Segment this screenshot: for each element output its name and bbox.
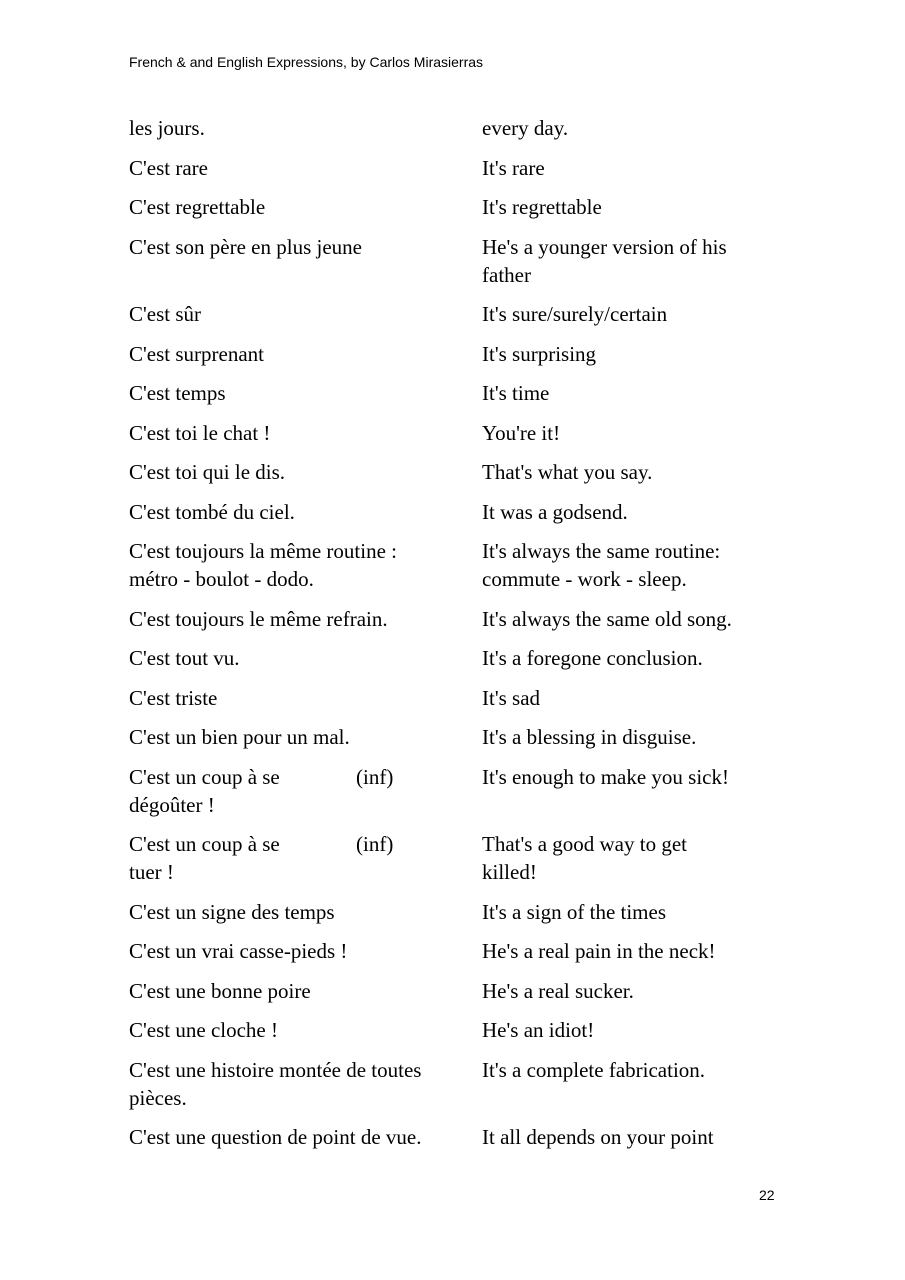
english-translation	[482, 233, 782, 289]
english-line: That's what you say.	[482, 460, 653, 484]
register-tag: (inf)	[356, 764, 394, 789]
english-line: He's a real pain in the neck!	[482, 939, 716, 963]
english-line: It's a foregone conclusion.	[482, 646, 703, 670]
french-expression	[129, 830, 482, 886]
english-translation	[482, 498, 782, 526]
french-line: C'est triste	[129, 685, 218, 710]
french-line: C'est une histoire montée de toutes	[129, 1057, 422, 1082]
english-translation	[482, 1123, 782, 1151]
expression-row	[129, 193, 789, 221]
english-line: killed!	[482, 860, 537, 884]
expression-row	[129, 379, 789, 407]
french-line: C'est un bien pour un mal.	[129, 725, 350, 749]
french-expression	[129, 763, 482, 819]
english-translation	[482, 830, 782, 886]
page-number: 22	[759, 1187, 775, 1203]
french-expression	[129, 898, 482, 926]
english-line: It all depends on your point	[482, 1125, 714, 1149]
expression-row	[129, 605, 789, 633]
french-expression	[129, 644, 482, 672]
english-translation	[482, 644, 782, 672]
french-expression	[129, 458, 482, 486]
english-line: That's a good way to get	[482, 832, 687, 856]
english-line: He's a younger version of his	[482, 234, 727, 259]
french-line: C'est une bonne poire	[129, 978, 311, 1003]
expression-row	[129, 723, 789, 751]
french-line: les jours.	[129, 116, 205, 140]
running-header: French & and English Expressions, by Carlos Mirasierras	[129, 54, 484, 70]
french-expression	[129, 977, 482, 1005]
english-translation	[482, 605, 782, 633]
french-expression	[129, 684, 482, 712]
french-line: C'est rare	[129, 155, 208, 180]
french-line: C'est une question de point de vue.	[129, 1125, 422, 1149]
french-expression	[129, 114, 482, 142]
french-line: C'est un coup à se	[129, 764, 280, 789]
expression-row	[129, 684, 789, 712]
expression-row	[129, 114, 789, 142]
expression-list	[129, 114, 789, 1163]
english-line: It was a godsend.	[482, 499, 628, 524]
expression-row	[129, 498, 789, 526]
french-expression	[129, 937, 482, 965]
french-line: métro - boulot - dodo.	[129, 567, 314, 591]
expression-row	[129, 937, 789, 965]
english-translation	[482, 898, 782, 926]
english-line: It's rare	[482, 155, 545, 180]
french-line: C'est son père en plus jeune	[129, 234, 362, 259]
french-line: C'est temps	[129, 381, 226, 405]
english-translation	[482, 684, 782, 712]
french-line: C'est tombé du ciel.	[129, 499, 295, 524]
french-expression	[129, 154, 482, 182]
expression-row	[129, 458, 789, 486]
french-expression	[129, 1056, 482, 1112]
english-line: It's a blessing in disguise.	[482, 725, 697, 749]
english-translation	[482, 723, 782, 751]
english-translation	[482, 193, 782, 221]
expression-row	[129, 154, 789, 182]
english-translation	[482, 763, 782, 819]
expression-row	[129, 830, 789, 886]
expression-row	[129, 898, 789, 926]
french-line: pièces.	[129, 1085, 187, 1110]
english-line: It's sure/surely/certain	[482, 302, 668, 326]
french-expression	[129, 605, 482, 633]
english-translation	[482, 340, 782, 368]
french-expression	[129, 379, 482, 407]
english-translation	[482, 419, 782, 447]
french-line: C'est un signe des temps	[129, 899, 335, 924]
english-line: It's time	[482, 381, 550, 405]
english-line: It's sad	[482, 685, 541, 710]
expression-row	[129, 1056, 789, 1112]
english-translation	[482, 977, 782, 1005]
french-line: tuer !	[129, 860, 174, 884]
english-line: You're it!	[482, 420, 561, 445]
english-translation	[482, 1016, 782, 1044]
french-line: C'est regrettable	[129, 195, 266, 219]
english-translation	[482, 379, 782, 407]
english-translation	[482, 537, 782, 593]
french-line: C'est toi qui le dis.	[129, 460, 286, 484]
french-line: dégoûter !	[129, 792, 215, 817]
english-line: It's enough to make you sick!	[482, 764, 729, 789]
expression-row	[129, 977, 789, 1005]
french-expression	[129, 233, 482, 289]
english-translation	[482, 937, 782, 965]
english-line: It's surprising	[482, 341, 597, 366]
english-line: father	[482, 262, 531, 287]
french-expression	[129, 1123, 482, 1151]
expression-row	[129, 1016, 789, 1044]
expression-row	[129, 763, 789, 819]
english-translation	[482, 154, 782, 182]
french-expression	[129, 419, 482, 447]
expression-row	[129, 233, 789, 289]
english-line: He's a real sucker.	[482, 978, 634, 1003]
french-line: C'est tout vu.	[129, 646, 240, 670]
french-line: C'est toujours la même routine :	[129, 539, 397, 563]
expression-row	[129, 644, 789, 672]
french-expression	[129, 723, 482, 751]
english-line: It's a complete fabrication.	[482, 1057, 706, 1082]
french-expression	[129, 340, 482, 368]
english-translation	[482, 300, 782, 328]
english-line: It's a sign of the times	[482, 899, 667, 924]
french-expression	[129, 300, 482, 328]
french-expression	[129, 193, 482, 221]
expression-row	[129, 1123, 789, 1151]
french-line: C'est toi le chat !	[129, 420, 271, 445]
french-line: C'est une cloche !	[129, 1018, 278, 1042]
english-line: It's regrettable	[482, 195, 602, 219]
french-line: C'est sûr	[129, 302, 202, 326]
register-tag: (inf)	[356, 832, 394, 856]
expression-row	[129, 300, 789, 328]
english-line: He's an idiot!	[482, 1018, 595, 1042]
expression-row	[129, 340, 789, 368]
expression-row	[129, 419, 789, 447]
french-expression	[129, 537, 482, 593]
english-line: every day.	[482, 116, 569, 140]
french-line: C'est surprenant	[129, 341, 265, 366]
french-expression	[129, 498, 482, 526]
english-line: It's always the same routine:	[482, 539, 721, 563]
french-line: C'est un coup à se	[129, 832, 280, 856]
english-translation	[482, 1056, 782, 1112]
french-expression	[129, 1016, 482, 1044]
french-line: C'est un vrai casse-pieds !	[129, 939, 348, 963]
expression-row	[129, 537, 789, 593]
english-line: It's always the same old song.	[482, 606, 732, 631]
english-translation	[482, 458, 782, 486]
english-line: commute - work - sleep.	[482, 567, 687, 591]
french-line: C'est toujours le même refrain.	[129, 606, 388, 631]
english-translation	[482, 114, 782, 142]
